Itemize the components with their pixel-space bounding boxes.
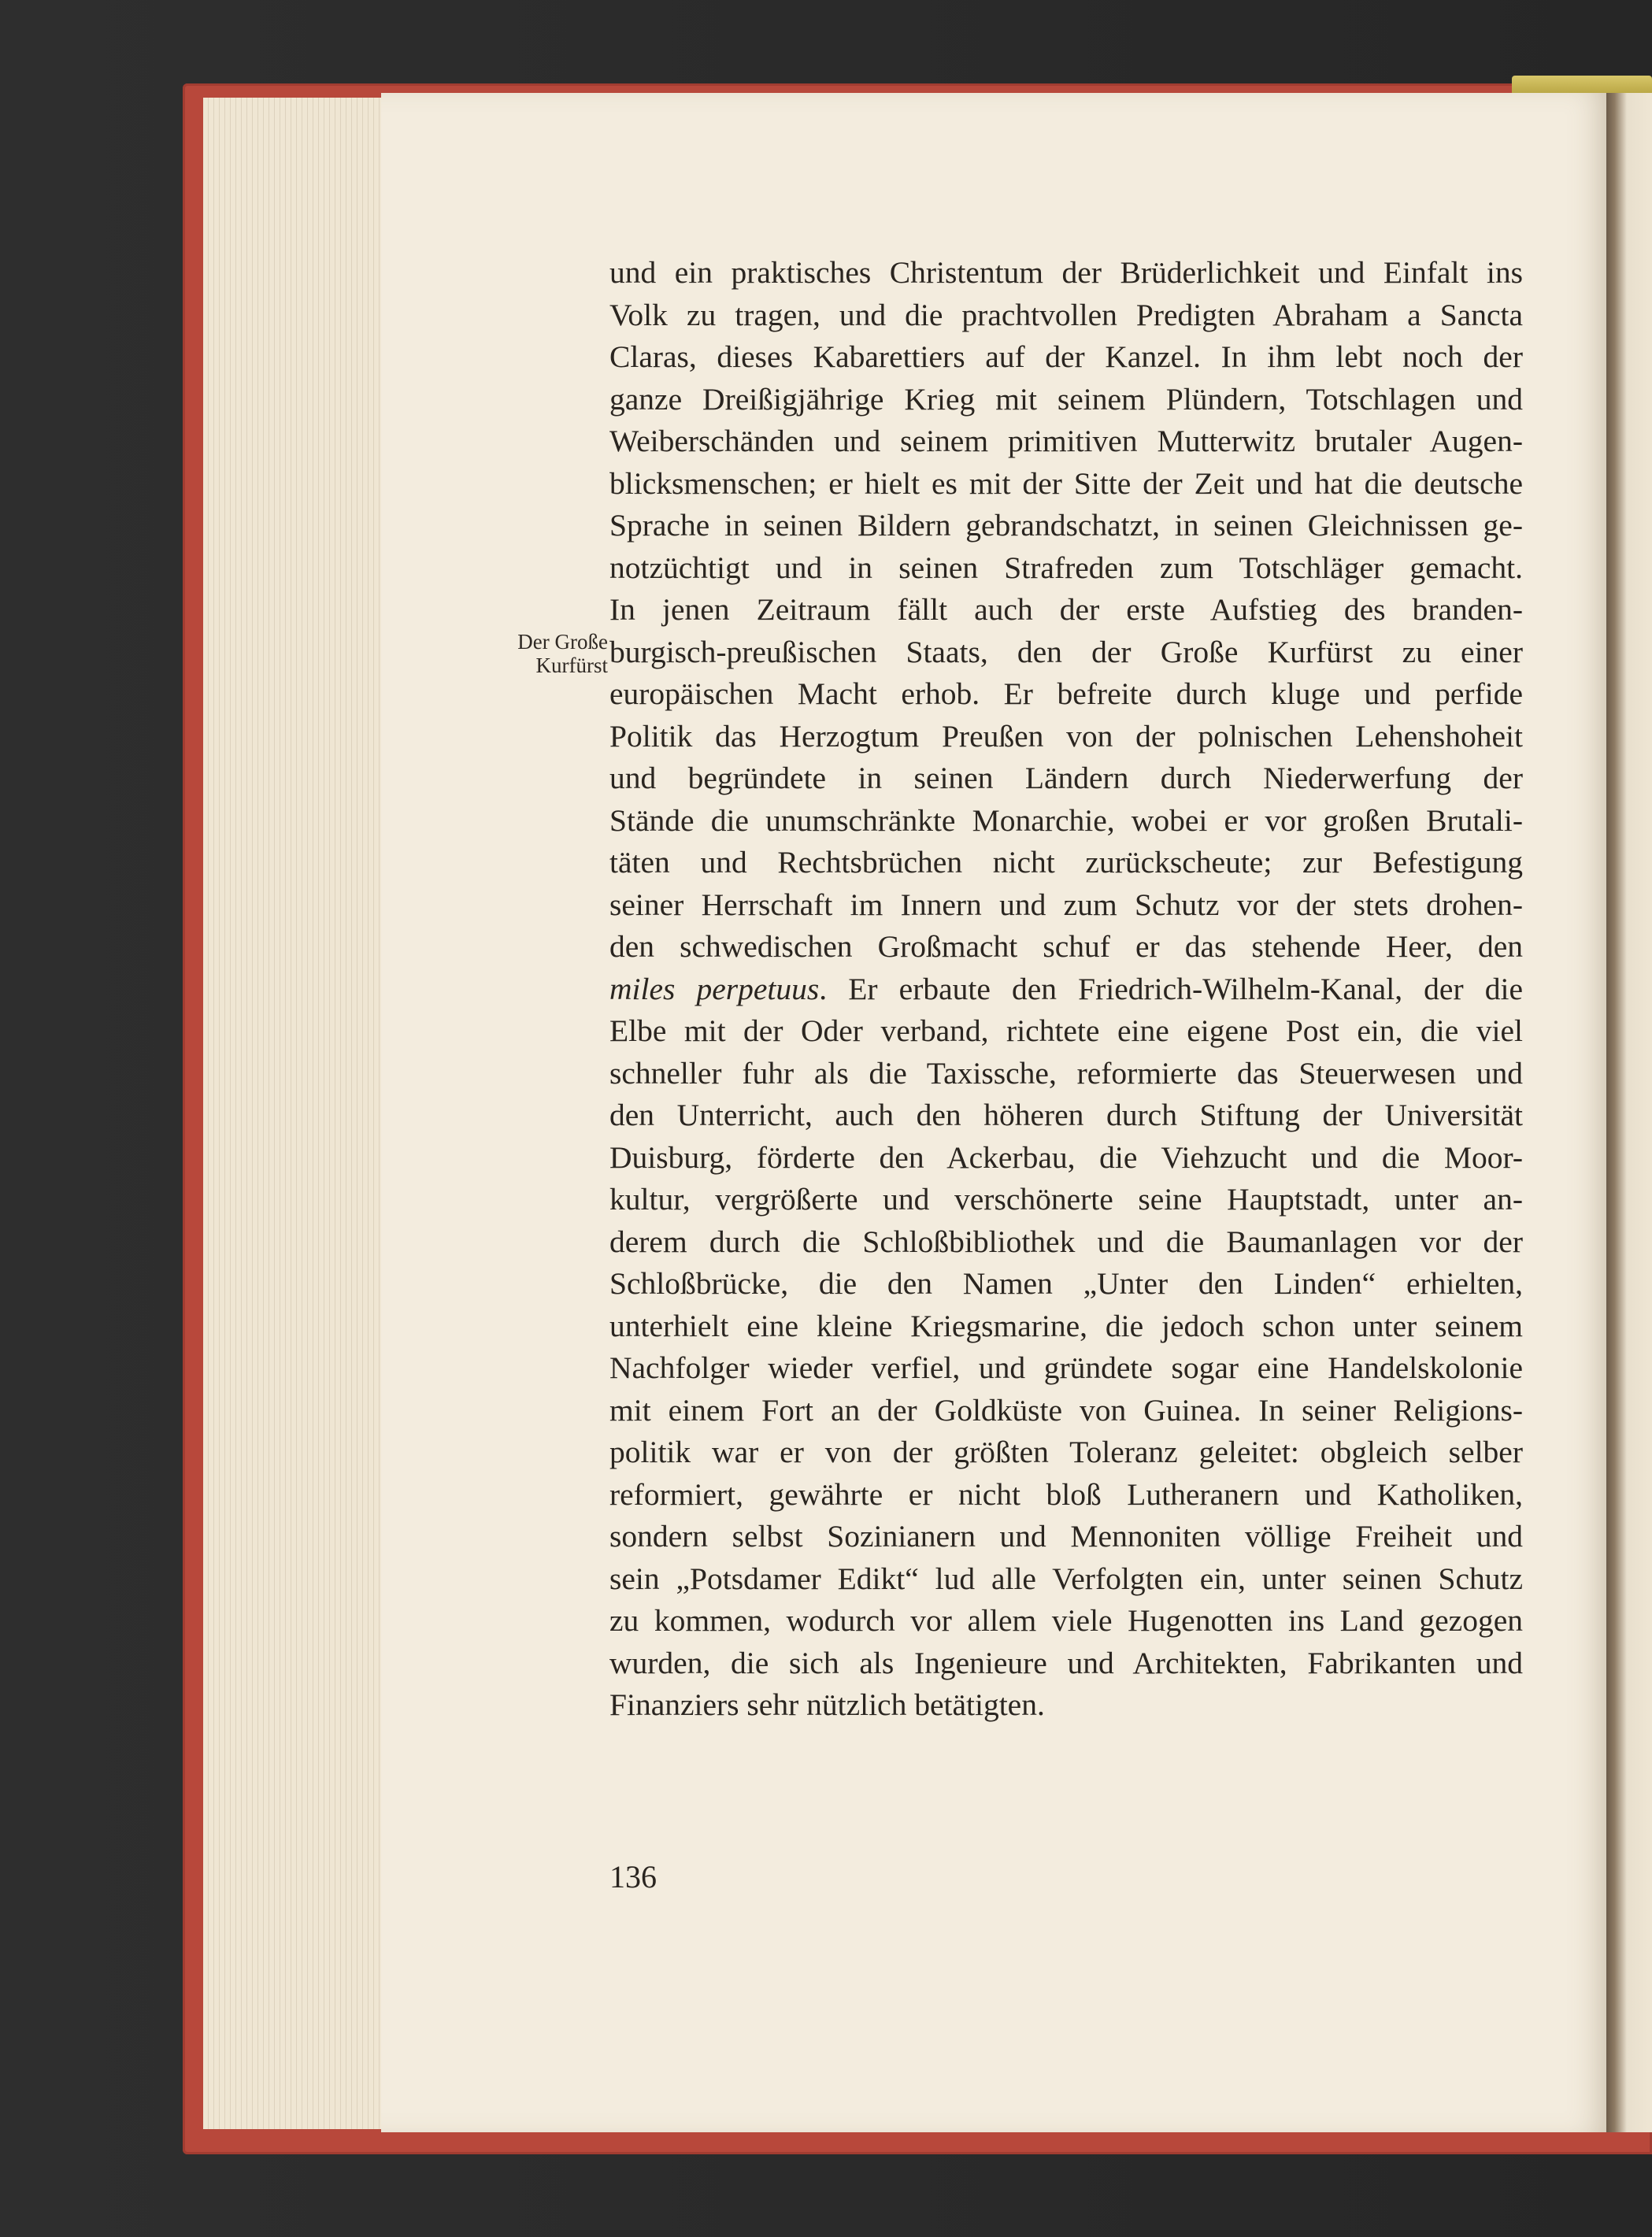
text-line: politik war er von der größten Toleranz geleitet: obgleich selber bbox=[609, 1435, 1523, 1469]
text-line: miles perpetuus. Er erbaute den Friedrich-Wilhelm-Kanal, der die bbox=[609, 971, 1523, 1006]
text-line: Nachfolger wieder verfiel, und gründete sogar eine Handelskolonie bbox=[609, 1350, 1523, 1385]
text-line: Duisburg, förderte den Ackerbau, die Viehzucht und die Moor- bbox=[609, 1139, 1523, 1175]
text-line: burgisch-preußischen Staats, den der Große Kurfürst zu einer bbox=[609, 634, 1523, 669]
text-line: Politik das Herzogtum Preußen von der polnischen Lehenshoheit bbox=[609, 718, 1523, 754]
text-line: wurden, die sich als Ingenieure und Architekten, Fabrikanten und bbox=[609, 1645, 1523, 1680]
marginal-note-line: Der Große bbox=[517, 630, 608, 654]
marginal-note bbox=[472, 630, 608, 677]
text-line: ganze Dreißigjährige Krieg mit seinem Plündern, Totschlagen und bbox=[609, 381, 1523, 417]
page-number: 136 bbox=[609, 1859, 657, 1894]
text-line: den schwedischen Großmacht schuf er das stehende Heer, den bbox=[609, 929, 1523, 964]
text-line: täten und Rechtsbrüchen nicht zurückscheute; zur Befestigung bbox=[609, 845, 1523, 880]
body-text bbox=[609, 252, 1523, 1727]
text-line: notzüchtigt und in seinen Strafreden zum Totschläger gemacht. bbox=[609, 550, 1523, 585]
text-line: In jenen Zeitraum fällt auch der erste Aufstieg des branden- bbox=[609, 592, 1523, 627]
text-line: Elbe mit der Oder verband, richtete eine eigene Post ein, die viel bbox=[609, 1013, 1523, 1048]
text-line: reformiert, gewährte er nicht bloß Lutheranern und Katholiken, bbox=[609, 1476, 1523, 1512]
text-line: kultur, vergrößerte und verschönerte seine Hauptstadt, unter an- bbox=[609, 1182, 1523, 1217]
text-line: sein „Potsdamer Edikt“ lud alle Verfolgten ein, unter seinen Schutz bbox=[609, 1561, 1523, 1596]
text-line: seiner Herrschaft im Innern und zum Schutz vor der stets drohen- bbox=[609, 887, 1523, 922]
text-line: und ein praktisches Christentum der Brüderlichkeit und Einfalt ins bbox=[609, 255, 1523, 290]
text-line: Finanziers sehr nützlich betätigten. bbox=[609, 1687, 1045, 1722]
text-line: Claras, dieses Kabarettiers auf der Kanzel. In ihm lebt noch der bbox=[609, 339, 1523, 374]
text-line: den Unterricht, auch den höheren durch Stiftung der Universität bbox=[609, 1098, 1523, 1132]
text-line: Stände die unumschränkte Monarchie, wobei er vor großen Brutali- bbox=[609, 802, 1523, 838]
text-line: und begründete in seinen Ländern durch Niederwerfung der bbox=[609, 761, 1523, 795]
text-line: derem durch die Schloßbibliothek und die Baumanlagen vor der bbox=[609, 1224, 1523, 1259]
latin-term: miles perpetuus bbox=[609, 971, 820, 1006]
text-line: europäischen Macht erhob. Er befreite durch kluge und perfide bbox=[609, 676, 1523, 711]
page-block-edges bbox=[203, 98, 387, 2129]
text-line: unterhielt eine kleine Kriegsmarine, die jedoch schon unter seinem bbox=[609, 1308, 1523, 1343]
marginal-note-line: Kurfürst bbox=[535, 654, 608, 677]
text-line: schneller fuhr als die Taxissche, reformierte das Steuerwesen und bbox=[609, 1055, 1523, 1091]
text-line: blicksmenschen; er hielt es mit der Sitte der Zeit und hat die deutsche bbox=[609, 465, 1523, 501]
text-line: Schloßbrücke, die den Namen „Unter den Linden“ erhielten, bbox=[609, 1266, 1523, 1301]
text-line: Weiberschänden und seinem primitiven Mutterwitz brutaler Augen- bbox=[609, 424, 1523, 458]
page-gutter bbox=[1606, 93, 1652, 2132]
text-line: Volk zu tragen, und die prachtvollen Predigten Abraham a Sancta bbox=[609, 297, 1523, 332]
text-line: Sprache in seinen Bildern gebrandschatzt, in seinen Gleichnissen ge- bbox=[609, 508, 1523, 543]
text-line: zu kommen, wodurch vor allem viele Hugenotten ins Land gezogen bbox=[609, 1603, 1523, 1638]
text-line: mit einem Fort an der Goldküste von Guinea. In seiner Religions- bbox=[609, 1392, 1523, 1428]
text-line: sondern selbst Sozinianern und Mennoniten völlige Freiheit und bbox=[609, 1519, 1523, 1554]
